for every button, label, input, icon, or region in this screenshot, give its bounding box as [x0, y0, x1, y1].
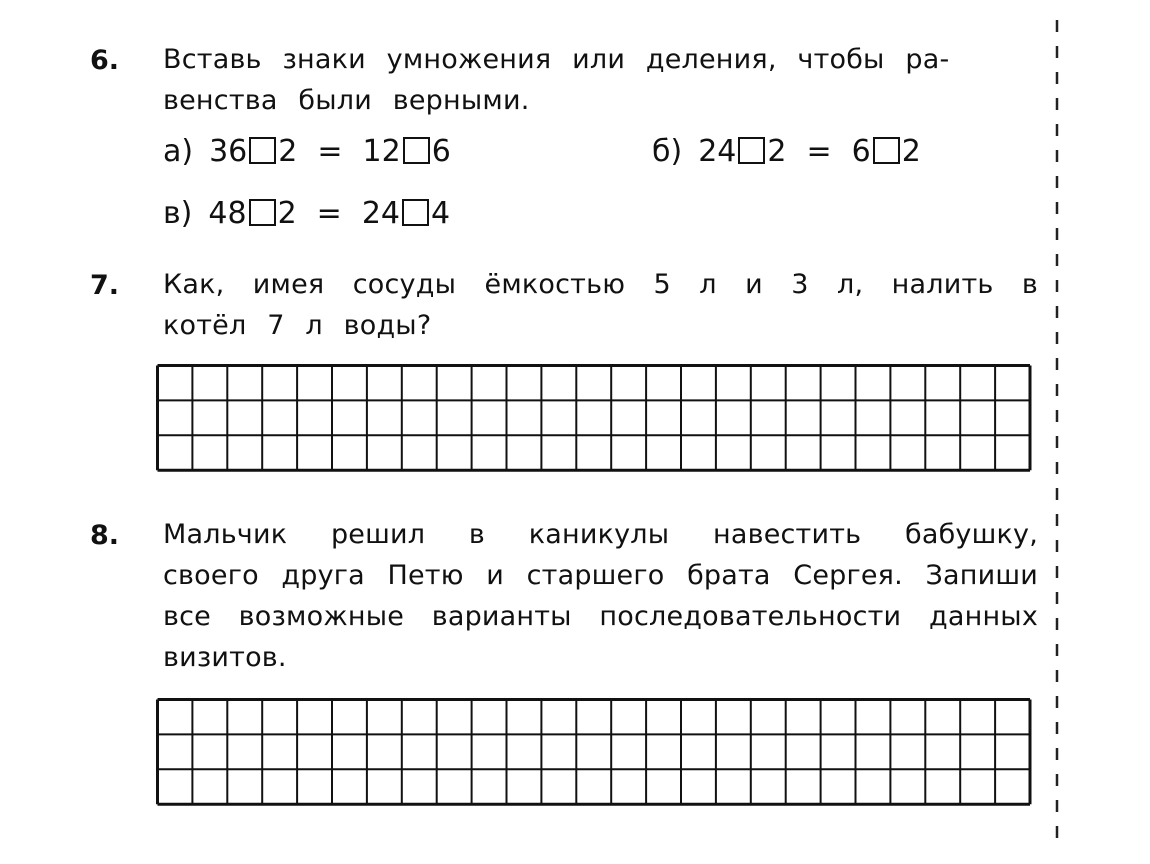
- equation-v-left-1: 48: [208, 196, 247, 231]
- cut-line: [1052, 20, 1062, 840]
- equation-a-left-2: 2: [278, 134, 298, 169]
- equation-b-label: б): [652, 134, 683, 169]
- answer-grid-task-8[interactable]: [156, 698, 1034, 806]
- equation-a-label: а): [163, 134, 194, 169]
- equation-a-right-2: 6: [431, 134, 451, 169]
- equation-v-left-2: 2: [277, 196, 297, 231]
- task-8-number: 8.: [90, 520, 120, 551]
- task-7-number: 7.: [90, 270, 120, 301]
- operator-box-v-right[interactable]: [402, 199, 429, 226]
- answer-grid-lines: [156, 364, 1034, 472]
- equation-a: [163, 134, 451, 170]
- answer-grid-lines: [156, 698, 1034, 806]
- operator-box-b-left[interactable]: [738, 137, 765, 164]
- task-8-text: Мальчик решил в каникулы навестить бабушку, своего друга Петю и старшего брата Сергея. Запиши все возможные варианты последовательности данных визитов.: [163, 519, 1038, 673]
- operator-box-a-right[interactable]: [403, 137, 430, 164]
- equation-a-equals: =: [317, 134, 343, 169]
- equation-v-right-1: 24: [361, 196, 400, 231]
- equation-b-right-1: 6: [851, 134, 871, 169]
- task-7-text: Как, имея сосуды ёмкостью 5 л и 3 л, налить в котёл 7 л воды?: [163, 269, 1038, 341]
- equation-v-label: в): [163, 196, 193, 231]
- operator-box-a-left[interactable]: [249, 137, 276, 164]
- equation-a-left-1: 36: [209, 134, 248, 169]
- equation-b-right-2: 2: [901, 134, 921, 169]
- equation-b-left-2: 2: [767, 134, 787, 169]
- equation-v: [163, 196, 450, 232]
- equation-b-equals: =: [806, 134, 832, 169]
- equation-v-right-2: 4: [431, 196, 451, 231]
- equation-v-equals: =: [316, 196, 342, 231]
- equation-a-right-1: 12: [362, 134, 401, 169]
- task-6-text: Вставь знаки умножения или деления, чтобы ра- венства были верными.: [163, 44, 950, 116]
- equation-b-left-1: 24: [698, 134, 737, 169]
- equation-b: [652, 134, 921, 170]
- operator-box-v-left[interactable]: [249, 199, 276, 226]
- answer-grid-task-7[interactable]: [156, 364, 1034, 472]
- task-6-number: 6.: [90, 45, 120, 76]
- operator-box-b-right[interactable]: [873, 137, 900, 164]
